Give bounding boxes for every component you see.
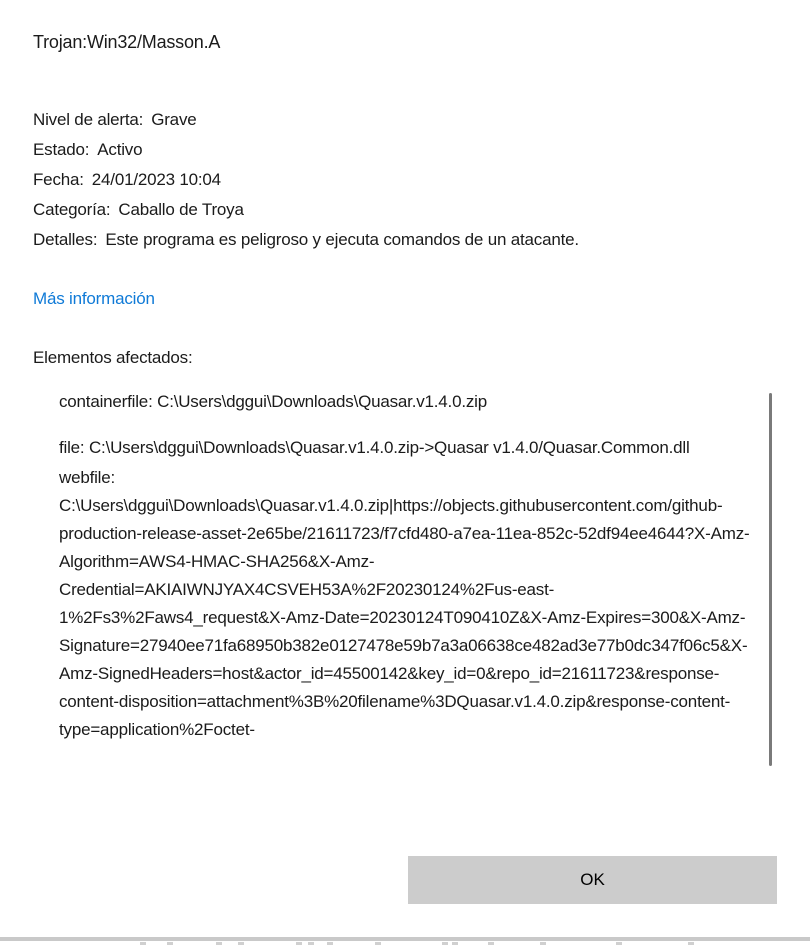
field-date-label: Fecha:	[33, 170, 84, 189]
field-alert-level	[33, 105, 793, 135]
background-window-divider	[0, 937, 810, 941]
threat-name-title: Trojan:Win32/Masson.A	[33, 32, 221, 52]
threat-fields	[33, 105, 793, 255]
scrollbar-thumb[interactable]	[769, 393, 772, 766]
field-category-label: Categoría:	[33, 200, 111, 219]
field-date-value: 24/01/2023 10:04	[91, 170, 221, 189]
more-info-link[interactable]: Más información	[33, 289, 155, 308]
affected-items-heading: Elementos afectados:	[33, 348, 193, 367]
field-date	[33, 165, 793, 195]
field-details-label: Detalles:	[33, 230, 98, 249]
field-details	[33, 225, 793, 255]
field-category	[33, 195, 793, 225]
field-status-value: Activo	[97, 140, 143, 159]
field-details-value: Este programa es peligroso y ejecuta comandos de un atacante.	[105, 230, 579, 249]
ok-button[interactable]: OK	[408, 856, 777, 904]
list-item-containerfile: containerfile: C:\Users\dggui\Downloads\Quasar.v1.4.0.zip	[59, 392, 487, 411]
list-item-file: file: C:\Users\dggui\Downloads\Quasar.v1.4.0.zip->Quasar v1.4.0/Quasar.Common.dll	[59, 438, 690, 457]
clipped-background-text	[0, 942, 810, 946]
field-alert-level-label: Nivel de alerta:	[33, 110, 144, 129]
list-item-webfile: webfile: C:\Users\dggui\Downloads\Quasar.v1.4.0.zip|https://objects.githubusercontent.com/github-production-release-asset-2e65be/21611723/f7cfd480-a7ea-11ea-852c-52df94ee4644?X-Amz-Algorithm=AWS4-HMAC-SHA256&X-Amz-Credential=AKIAIWNJYAX4CSVEH53A%2F20230124%2Fus-east-1%2Fs3%2Faws4_request&X-Amz-Date=20230124T090410Z&X-Amz-Expires=300&X-Amz-Signature=27940ee71fa68950b382e0127478e59b7a3a06638ce482ad3e77b0dc347f06c5&X-Amz-SignedHeaders=host&actor_id=45500142&key_id=0&repo_id=21611723&response-content-disposition=attachment%3B%20filename%3DQuasar.v1.4.0.zip&response-content-type=application%2Foctet-	[59, 468, 750, 739]
field-category-value: Caballo de Troya	[118, 200, 244, 219]
field-status-label: Estado:	[33, 140, 90, 159]
affected-items-list[interactable]	[59, 388, 759, 828]
field-status	[33, 135, 793, 165]
field-alert-level-value: Grave	[151, 110, 197, 129]
